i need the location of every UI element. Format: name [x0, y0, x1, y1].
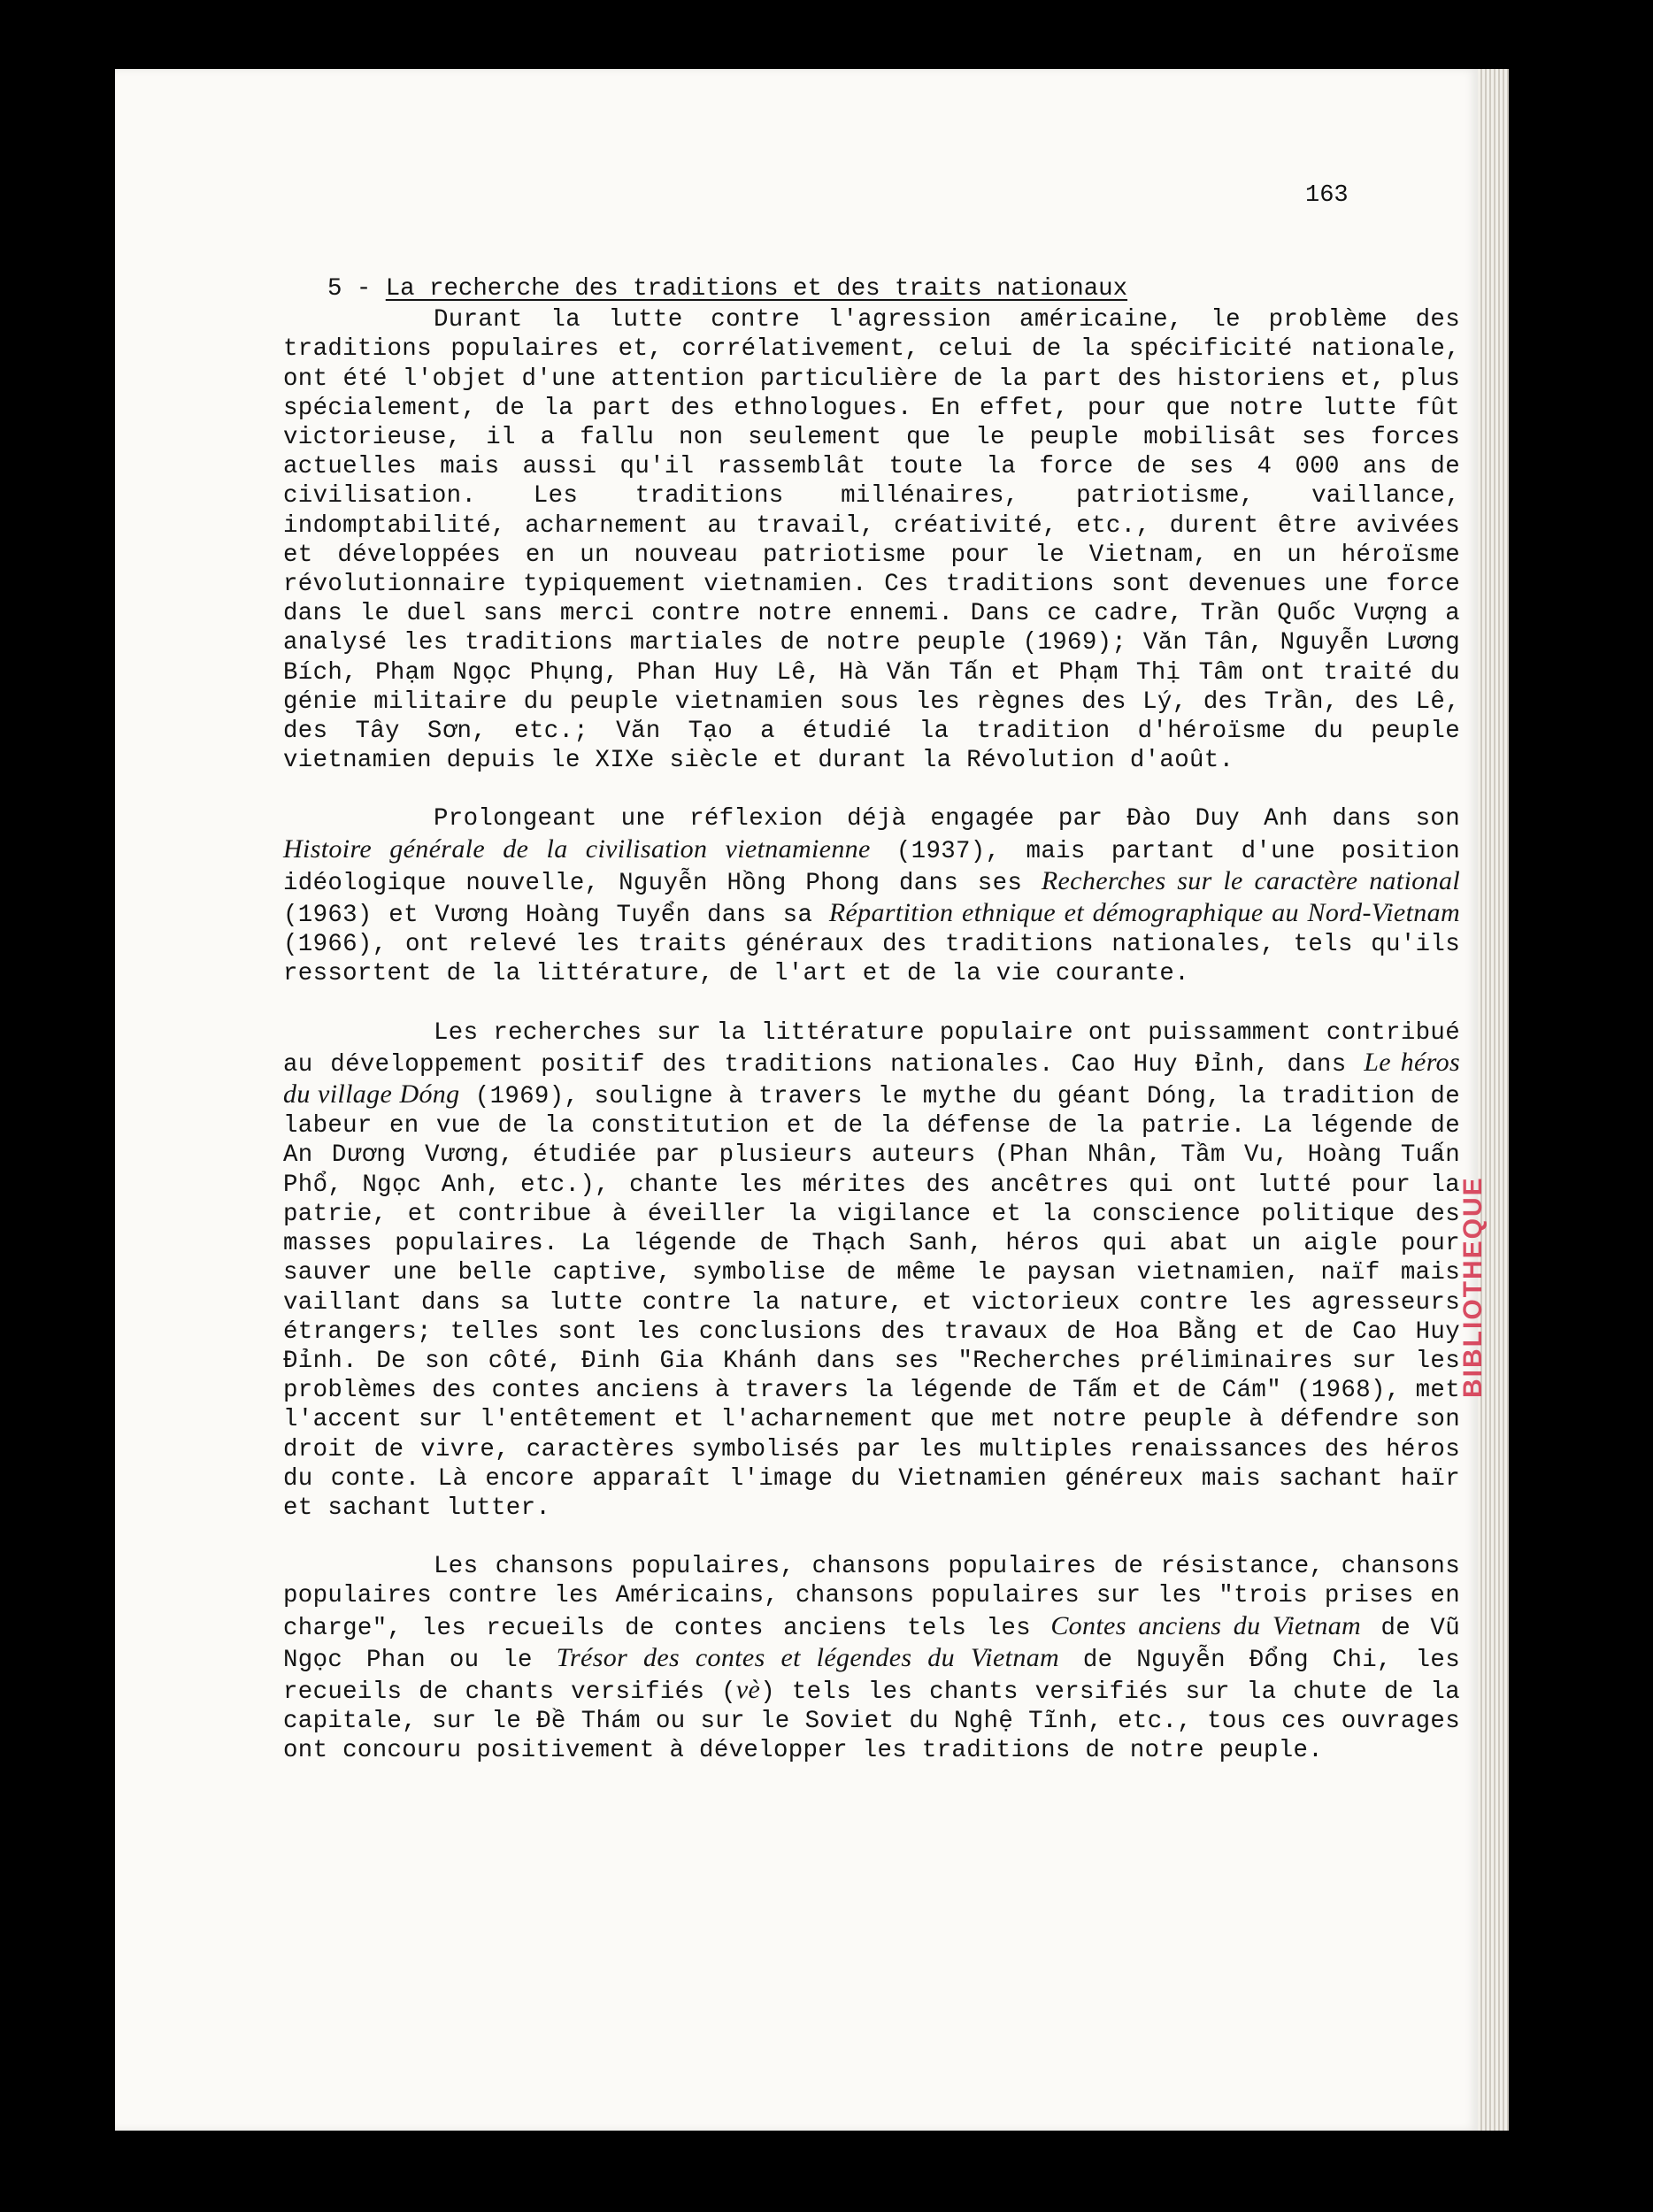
- book-title: Recherches sur le caractère national: [1041, 865, 1460, 895]
- paragraph-text: (1963) et Vương Hoàng Tuyển dans sa: [283, 902, 829, 930]
- book-title: Le héros du village Dóng: [283, 1047, 1460, 1110]
- book-title: Trésor des contes et légendes du Vietnam: [556, 1642, 1060, 1672]
- section-number: 5 -: [327, 275, 372, 303]
- page-number: 163: [1305, 182, 1349, 209]
- paragraph-2: [283, 804, 1460, 988]
- paragraph-4: [283, 1552, 1460, 1765]
- paragraph-text: de Nguyễn Đổng Chi, les recueils de chants versifiés (: [283, 1646, 1461, 1706]
- paragraph-text: Durant la lutte contre l'agression américaine, le problème des traditions populaires et, corrélativement, celui de la spécificité nationale, ont été l'objet d'une attention particulière de la part des historiens et, plus spécialement, de la part des ethnologues. En effet, pour que notre lutte fût victorieuse, il a fallu non seulement que le peuple mobilisât ses forces actuelles mais aussi qu'il rassemblât toute la force de ses 4 000 ans de civilisation. Les traditions millénaires, patriotisme, vaillance, indomptabilité, acharnement au travail, créativité, etc., durent être avivées et développées en un nouveau patriotisme pour le Vietnam, en un héroïsme révolutionnaire typiquement vietnamien. Ces traditions sont devenues une force dans le duel sans merci contre notre ennemi. Dans ce cadre, Trần Quốc Vượng a analysé les traditions martiales de notre peuple (1969); Văn Tân, Nguyễn Lương Bích, Phạm Ngọc Phụng, Phan Huy Lê, Hà Văn Tấn et Phạm Thị Tâm ont traité du génie militaire du peuple vietnamien sous les règnes des Lý, des Trần, des Lê, des Tây Sơn, etc.; Văn Tạo a étudié la tradition d'héroïsme du peuple vietnamien depuis le XIXe siècle et durant la Révolution d'août.: [283, 306, 1460, 775]
- paragraph-text: (1966), ont relevé les traits généraux des traditions nationales, tels qu'ils ressortent de la littérature, de l'art et de la vie courante.: [283, 931, 1460, 988]
- paragraph-text: Les chansons populaires, chansons populaires de résistance, chansons populaires contre les Américains, chansons populaires sur les "trois prises en charge", les recueils de contes anciens tels les: [283, 1553, 1460, 1642]
- book-title: Répartition ethnique et démographique au Nord-Vietnam: [828, 898, 1460, 928]
- section-title: La recherche des traditions et des traits nationaux: [385, 275, 1128, 303]
- paragraph-1: [283, 305, 1460, 775]
- paragraph-text: de Vũ Ngọc Phan ou le: [283, 1614, 1460, 1674]
- paragraph-text: Les recherches sur la littérature populaire ont puissamment contribué au développement positif des traditions nationales. Cao Huy Đỉnh, dans: [283, 1018, 1460, 1079]
- book-title: Contes anciens du Vietnam: [1050, 1610, 1362, 1640]
- paragraph-text: (1937), mais partant d'une position idéologique nouvelle, Nguyễn Hồng Phong dans ses: [283, 837, 1460, 897]
- term-italic: vè: [735, 1674, 761, 1704]
- book-title: Histoire générale de la civilisation vietnamienne: [283, 833, 871, 864]
- paragraph-3: [283, 1018, 1460, 1523]
- library-stamp: BIBLIOTHEQUE: [1458, 1176, 1488, 1398]
- page-content: [283, 274, 1460, 1795]
- document-page: [115, 69, 1478, 2131]
- paragraph-text: Prolongeant une réflexion déjà engagée par Đào Duy Anh dans son: [434, 805, 1460, 833]
- paragraph-text: (1969), souligne à travers le mythe du géant Dóng, la tradition de labeur en vue de la constitution et de la défense de la patrie. La légende de An Dương Vương, étudiée par plusieurs auteurs (Phan Nhân, Tầm Vu, Hoàng Tuấn Phổ, Ngọc Anh, etc.), chante les mérites des ancêtres qui ont lutté pour la patrie, et contribue à éveiller la vigilance et la conscience politique des masses populaires. La légende de Thạch Sanh, héros qui abat un aigle pour sauver une belle captive, symbolise de même le paysan vietnamien, naïf mais vaillant dans sa lutte contre la nature, et victorieux contre les agresseurs étrangers; telles sont les conclusions des travaux de Hoa Bằng et de Cao Huy Đỉnh. De son côté, Đinh Gia Khánh dans ses "Recherches préliminaires sur les problèmes des contes anciens à travers la légende de Tấm et de Cám" (1968), met l'accent sur l'entêtement et l'acharnement que met notre peuple à défendre son droit de vivre, caractères symbolisés par les multiples renaissances des héros du conte. Là encore apparaît l'image du Vietnamien généreux mais sachant haïr et sachant lutter.: [283, 1083, 1460, 1522]
- paragraph-text: ) tels les chants versifiés sur la chute de la capitale, sur le Đề Thám ou sur le Soviet du Nghệ Tĩnh, etc., tous ces ouvrages ont concouru positivement à développer les traditions de notre peuple.: [283, 1678, 1460, 1765]
- section-heading: [283, 274, 1460, 303]
